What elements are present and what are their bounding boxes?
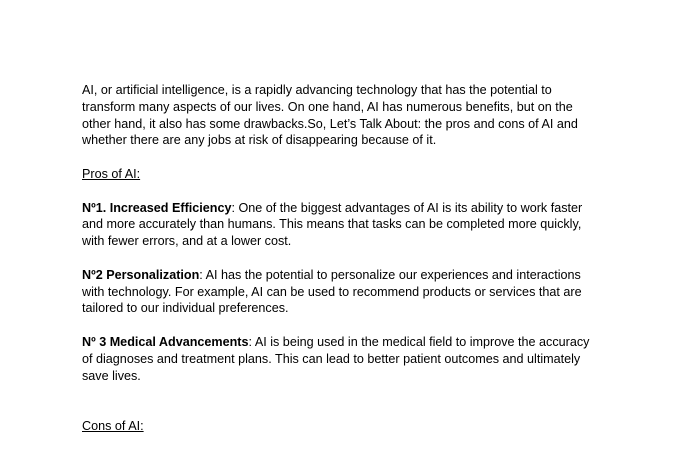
document-body [82,82,602,435]
pro-title: Nº2 Personalization [82,267,200,282]
pro-title: Nº1. Increased Efficiency [82,200,232,215]
pros-heading: Pros of AI: [82,166,141,181]
pro-text: : One of the biggest advantages of AI is its ability to work faster and more accurately than humans. This means that tasks can be completed more quickly, with fewer errors, and at a lower cost. [82,200,583,249]
spacer [82,183,602,200]
cons-heading: Cons of AI: [82,418,144,433]
pro-text: : AI is being used in the medical field to improve the accuracy of diagnoses and treatment plans. This can lead to better patient outcomes and ultimately save lives. [82,334,590,383]
pro-item-personalization [82,267,602,317]
pro-text: : AI has the potential to personalize our experiences and interactions with technology. For example, AI can be used to recommend products or services that are tailored to our individual preferences. [82,267,582,316]
pro-title: Nº 3 Medical Advancements [82,334,249,349]
spacer [82,250,602,267]
pro-item-medical [82,334,602,384]
pro-item-efficiency [82,200,602,250]
spacer [82,149,602,166]
spacer [82,317,602,334]
intro-paragraph: AI, or artificial intelligence, is a rapidly advancing technology that has the potential to transform many aspects of our lives. On one hand, AI has numerous benefits, but on the other hand, it also has some drawbacks.So, Let’s Talk About: the pros and cons of AI and whether there are any jobs at risk of disappearing because of it. [82,83,578,148]
spacer [82,384,602,418]
